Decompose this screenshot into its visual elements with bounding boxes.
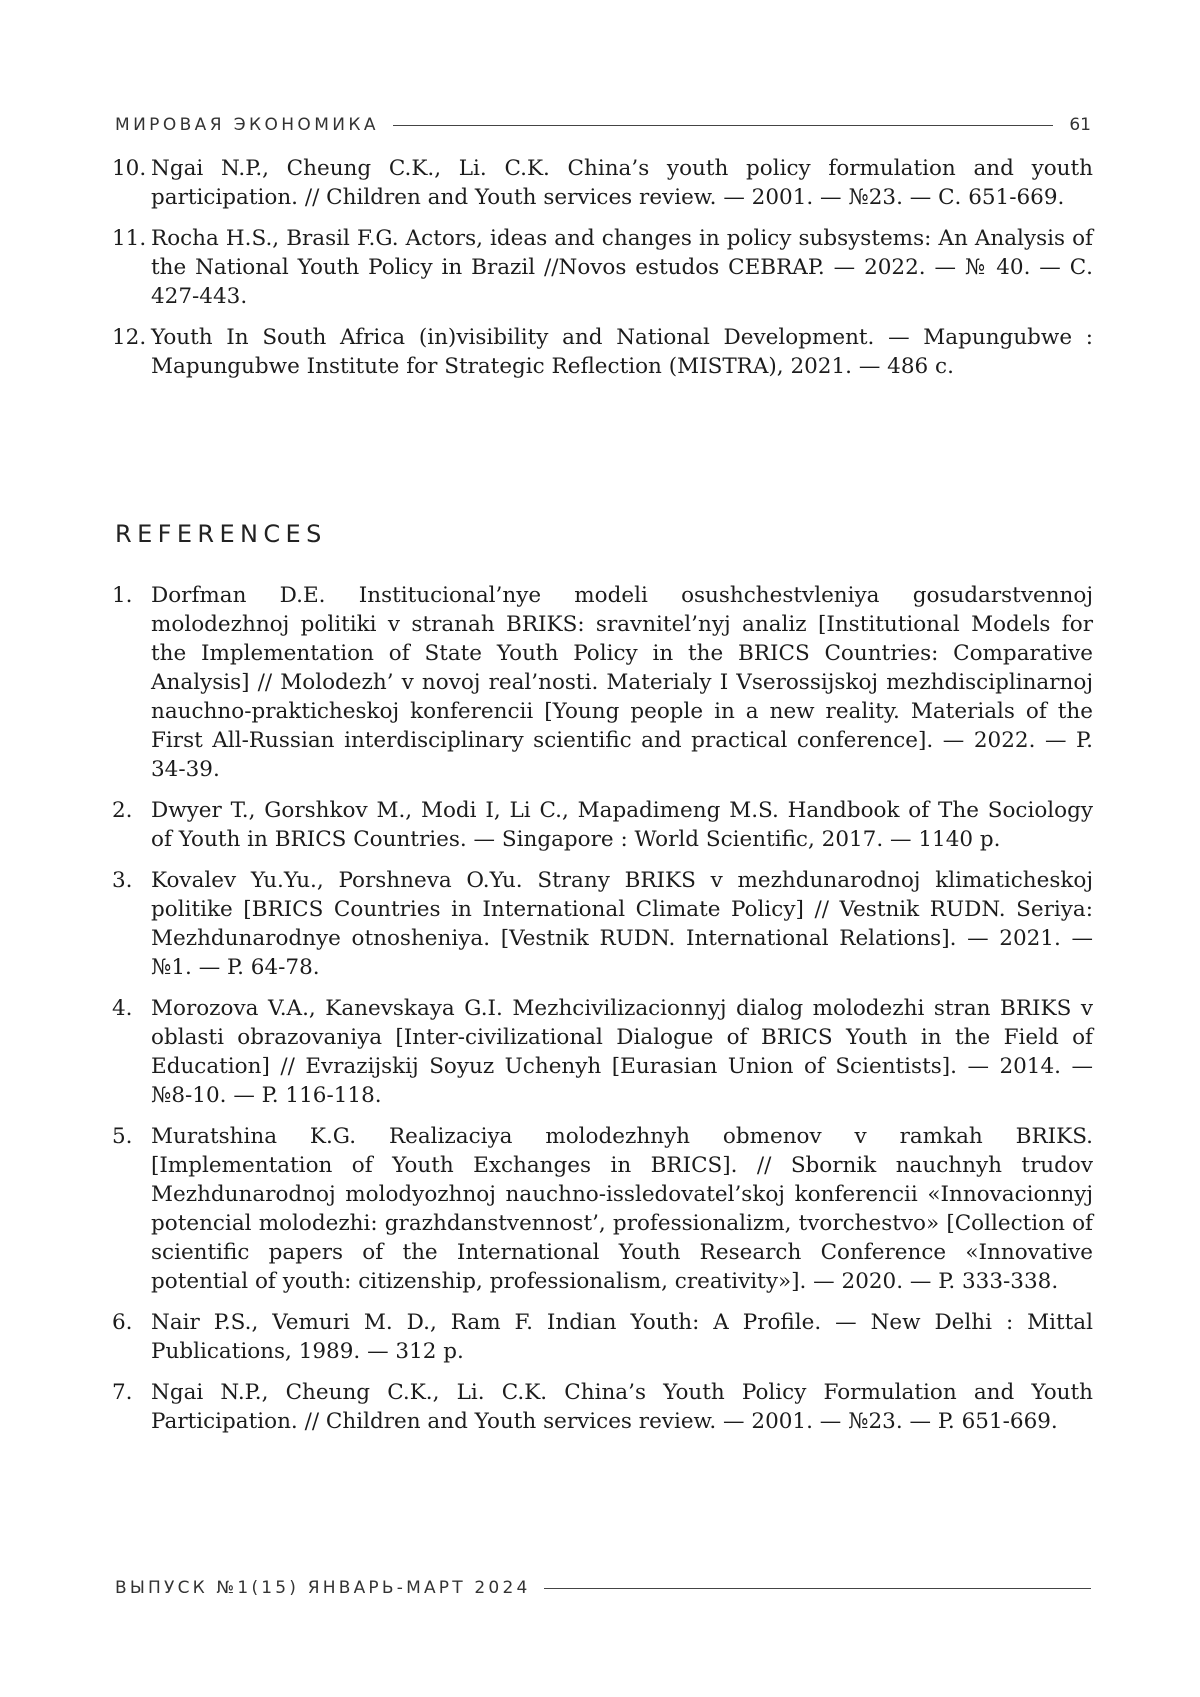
item-number: 1. — [112, 581, 151, 784]
list-item — [112, 154, 1093, 212]
issue-label: ВЫПУСК №1(15) ЯНВАРЬ-МАРТ 2024 — [115, 1578, 530, 1598]
item-number: 5. — [112, 1122, 151, 1296]
list-item — [112, 1122, 1093, 1296]
item-number: 6. — [112, 1308, 151, 1366]
item-number: 3. — [112, 866, 151, 982]
item-text: Youth In South Africa (in)visibility and National Development. — Mapungubwe : Mapungubwe Institute for Strategic Reflection (MISTRA), 2021. — 486 с. — [151, 323, 1093, 381]
bibliography-list-continued — [112, 154, 1093, 393]
journal-section-title: МИРОВАЯ ЭКОНОМИКА — [115, 115, 379, 135]
item-number: 2. — [112, 796, 151, 854]
item-text: Nair P.S., Vemuri M. D., Ram F. Indian Youth: A Profile. — New Delhi : Mittal Publications, 1989. — 312 p. — [151, 1308, 1093, 1366]
list-item — [112, 1308, 1093, 1366]
item-text: Morozova V.A., Kanevskaya G.I. Mezhcivilizacionnyj dialog molodezhi stran BRIKS v oblasti obrazovaniya [Inter-civilizational Dialogue of BRICS Youth in the Field of Education] // Evrazijskij Soyuz Uchenyh [Eurasian Union of Scientists]. — 2014. — №8-10. — P. 116-118. — [151, 994, 1093, 1110]
list-item — [112, 581, 1093, 784]
list-item — [112, 1378, 1093, 1436]
item-number: 12. — [112, 323, 151, 381]
item-text: Ngai N.P., Cheung C.K., Li. C.K. China’s Youth Policy Formulation and Youth Participation. // Children and Youth services review. — 2001. — №23. — P. 651-669. — [151, 1378, 1093, 1436]
page-number: 61 — [1069, 115, 1091, 135]
item-number: 7. — [112, 1378, 151, 1436]
item-text: Kovalev Yu.Yu., Porshneva O.Yu. Strany BRIKS v mezhdunarodnoj klimaticheskoj politike [BRICS Countries in International Climate Policy] // Vestnik RUDN. Seriya: Mezhdunarodnye otnosheniya. [Vestnik RUDN. International Relations]. — 2021. — №1. — P. 64-78. — [151, 866, 1093, 982]
footer-rule — [544, 1588, 1091, 1589]
item-number: 11. — [112, 224, 151, 311]
item-number: 10. — [112, 154, 151, 212]
list-item — [112, 866, 1093, 982]
list-item — [112, 224, 1093, 311]
list-item — [112, 796, 1093, 854]
header-rule — [393, 125, 1053, 126]
list-item — [112, 994, 1093, 1110]
running-header — [115, 111, 1091, 139]
item-text: Dorfman D.E. Institucional’nye modeli osushchestvleniya gosudarstvennoj molodezhnoj politiki v stranah BRIKS: sravnitel’nyj analiz [Institutional Models for the Implementation of State Youth Policy in the BRICS Countries: Comparative Analysis] // Molodezh’ v novoj real’nosti. Materialy I Vserossijskoj mezhdisciplinarnoj nauchno-prakticheskoj konferencii [Young people in a new reality. Materials of the First All-Russian interdisciplinary scientific and practical conference]. — 2022. — P. 34-39. — [151, 581, 1093, 784]
list-item — [112, 323, 1093, 381]
references-list — [112, 581, 1093, 1448]
item-text: Dwyer T., Gorshkov M., Modi I, Li C., Mapadimeng M.S. Handbook of The Sociology of Youth in BRICS Countries. — Singapore : World Scientific, 2017. — 1140 p. — [151, 796, 1093, 854]
item-text: Muratshina K.G. Realizaciya molodezhnyh obmenov v ramkah BRIKS. [Implementation of Youth Exchanges in BRICS]. // Sbornik nauchnyh trudov Mezhdunarodnoj molodyozhnoj nauchno-issledovatel’skoj konferencii «Innovacionnyj potencial molodezhi: grazhdanstvennost’, professionalizm, tvorchestvo» [Collection of scientific papers of the International Youth Research Conference «Innovative potential of youth: citizenship, professionalism, creativity»]. — 2020. — P. 333-338. — [151, 1122, 1093, 1296]
item-text: Ngai N.P., Cheung C.K., Li. C.K. China’s youth policy formulation and youth participation. // Children and Youth services review. — 2001. — №23. — С. 651-669. — [151, 154, 1093, 212]
item-text: Rocha H.S., Brasil F.G. Actors, ideas and changes in policy subsystems: An Analysis of the National Youth Policy in Brazil //Novos estudos CEBRAP. — 2022. — № 40. — С. 427-443. — [151, 224, 1093, 311]
item-number: 4. — [112, 994, 151, 1110]
running-footer — [115, 1574, 1091, 1602]
references-heading: REFERENCES — [115, 520, 327, 548]
